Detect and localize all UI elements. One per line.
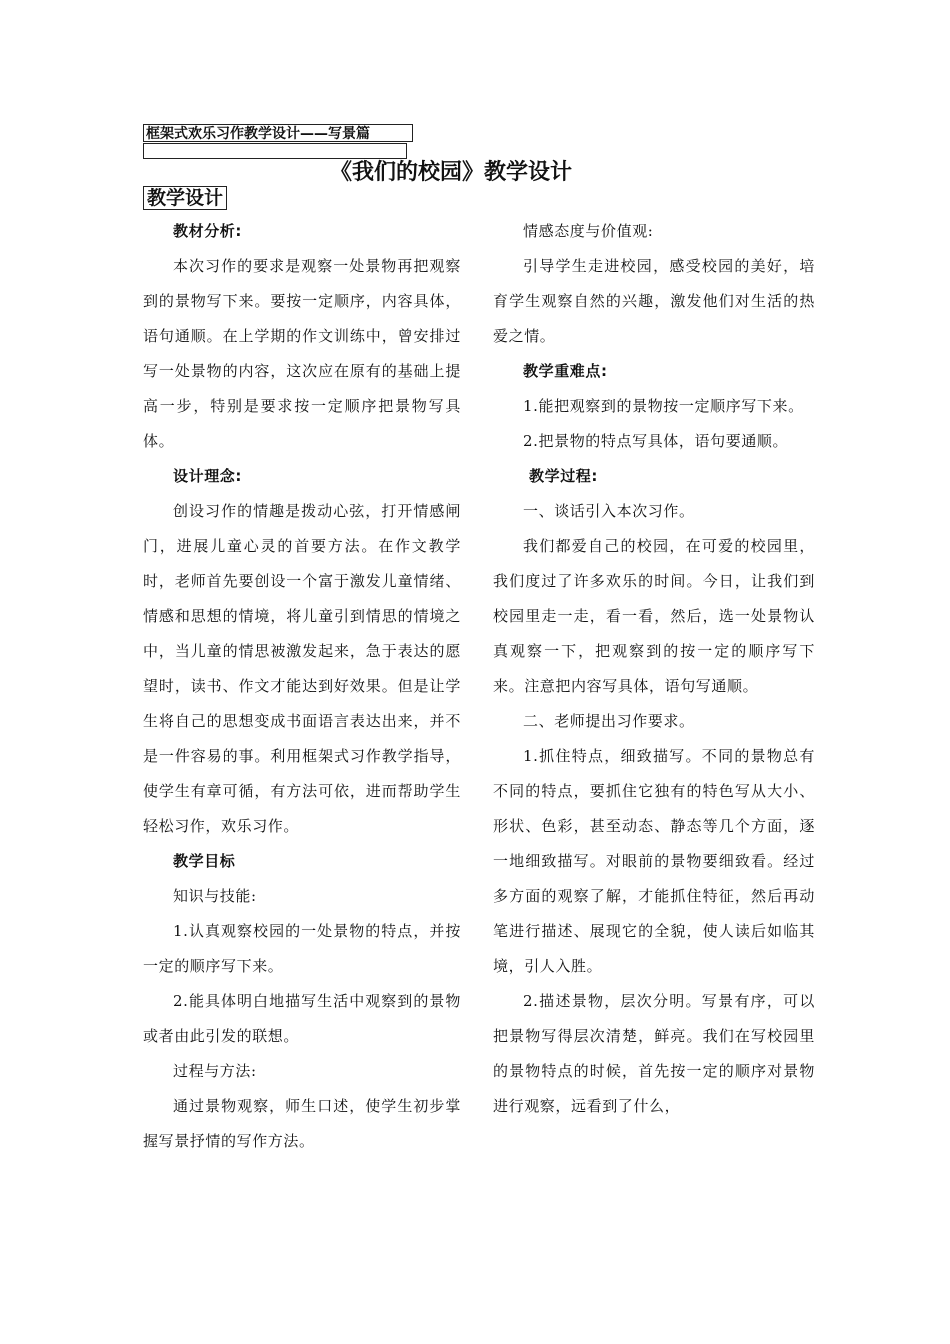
heading-textbook-analysis: 教材分析: bbox=[173, 222, 242, 240]
paragraph: 二、老师提出习作要求。 bbox=[523, 712, 695, 730]
paragraph: 2.把景物的特点写具体，语句要通顺。 bbox=[523, 432, 789, 450]
paragraph: 1.能把观察到的景物按一定顺序写下来。 bbox=[523, 397, 804, 415]
paragraph: 一、谈话引入本次习作。 bbox=[523, 502, 695, 520]
heading-key-points: 教学重难点: bbox=[523, 362, 608, 380]
heading-teaching-process: 教学过程: bbox=[529, 467, 598, 485]
paragraph: 我们都爱自己的校园，在可爱的校园里，我们度过了许多欢乐的时间。今日，让我们到校园里走一走，看一看，然后，选一处景物认真观察一下，把观察到的按一定的顺序写下来。注意把内容写具体，语句写通顺。 bbox=[493, 537, 815, 695]
heading-design-concept: 设计理念: bbox=[173, 467, 242, 485]
paragraph: 2.描述景物，层次分明。写景有序，可以把景物写得层次清楚，鲜亮。我们在写校园里的景物特点的时候，首先按一定的顺序对景物进行观察，远看到了什么， bbox=[493, 992, 815, 1115]
heading-teaching-goals: 教学目标 bbox=[173, 852, 236, 870]
paragraph: 1.认真观察校园的一处景物的特点，并按一定的顺序写下来。 bbox=[143, 922, 461, 975]
series-title-box: 框架式欢乐习作教学设计——写景篇 bbox=[143, 124, 413, 142]
section-label: 教学设计 bbox=[143, 186, 227, 210]
paragraph: 2.能具体明白地描写生活中观察到的景物或者由此引发的联想。 bbox=[143, 992, 461, 1045]
paragraph: 通过景物观察，师生口述，使学生初步掌握写景抒情的写作方法。 bbox=[143, 1097, 461, 1150]
paragraph: 1.抓住特点，细致描写。不同的景物总有不同的特点，要抓住它独有的特色写从大小、形状、色彩，甚至动态、静态等几个方面，逐一地细致描写。对眼前的景物要细致看。经过多方面的观察了解，才能抓住特征，然后再动笔进行描述、展现它的全貌，使人读后如临其境，引人入胜。 bbox=[493, 747, 815, 975]
paragraph: 情感态度与价值观: bbox=[523, 222, 654, 240]
paragraph: 知识与技能: bbox=[173, 887, 257, 905]
paragraph: 本次习作的要求是观察一处景物再把观察到的景物写下来。要按一定顺序，内容具体，语句通顺。在上学期的作文训练中，曾安排过写一处景物的内容，这次应在原有的基础上提高一步，特别是要求按一定顺序把景物写具体。 bbox=[143, 257, 461, 450]
left-column bbox=[143, 214, 461, 1159]
paragraph: 创设习作的情趣是拨动心弦，打开情感闸门，进展儿童心灵的首要方法。在作文教学时，老师首先要创设一个富于激发儿童情绪、情感和思想的情境，将儿童引到情思的情境之中，当儿童的情思被激发起来，急于表达的愿望时，读书、作文才能达到好效果。但是让学生将自己的思想变成书面语言表达出来，并不是一件容易的事。利用框架式习作教学指导，使学生有章可循，有方法可依，进而帮助学生轻松习作，欢乐习作。 bbox=[143, 502, 461, 835]
series-title-underbox bbox=[143, 143, 407, 159]
paragraph: 过程与方法: bbox=[173, 1062, 257, 1080]
page-title: 《我们的校园》教学设计 bbox=[330, 160, 573, 185]
right-column bbox=[493, 214, 815, 1124]
paragraph: 引导学生走进校园，感受校园的美好，培育学生观察自然的兴趣，激发他们对生活的热爱之情。 bbox=[493, 257, 815, 345]
